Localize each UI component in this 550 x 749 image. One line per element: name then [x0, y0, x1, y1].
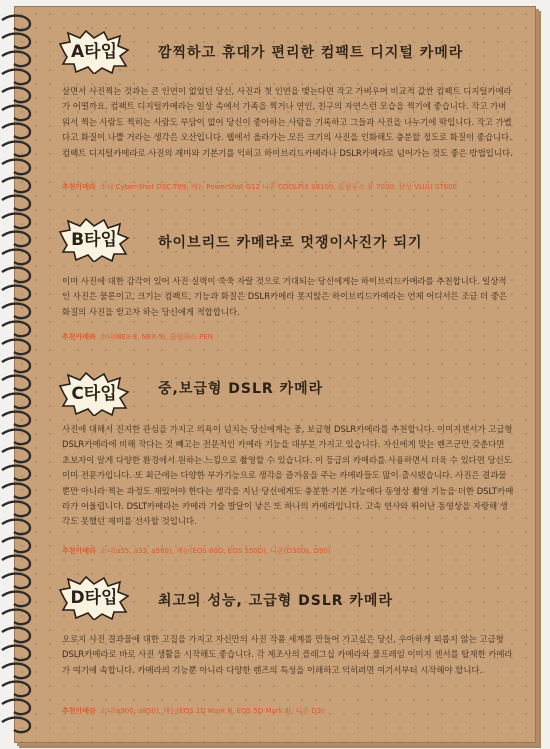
body-text: 오로지 사진 결과물에 대한 고집을 가지고 자신만의 사진 작품 세계를 만들어 가고싶은 당신, 우아하게 외롭지 않는 고급형 DSLR카메라로 바로 사진 생활을 시작해도 좋습니다. 각 제조사의 플래그십 카메라와 풀프레임 이미지 센서를 탑재한 카메라가 여기에 속합니다. 카메라의 기능뿐 아니라 다양한 렌즈의 특성을 이해하고 익히려면 여기서부터 시작해야 합니다. — [62, 634, 513, 675]
badge-label: A타입 — [70, 42, 117, 62]
type-badge — [58, 218, 130, 262]
recommended-label: 추천카메라 — [62, 183, 96, 191]
section-body — [62, 632, 514, 678]
recommended-list: 소니 Cyber-Shot DSC-T99, 캐논 PowerShot G12 니콘 COOLPIX S8100, 올림푸스 뮤 7030, 삼성 VLUU ST600 — [99, 183, 458, 191]
recommended-cameras — [62, 182, 457, 192]
section-body — [62, 422, 514, 530]
recommended-cameras — [62, 706, 325, 716]
body-text: 살면서 사진찍는 것과는 큰 인연이 없었던 당신, 사진과 첫 인연을 맺는다면 작고 가벼우며 비교적 값싼 컴팩트 디지털카메라가 어떨까요. 컴팩트 디지털카메라는 일상 속에서 가족을 찍거나 연인, 친구의 자연스런 모습을 찍기에 좋습니다. 작고 가벼워서 찍는 사람도 찍히는 사람도 부담이 없어 당신이 좋아하는 사람을 기록하고 그들과 사진을 나누기에 딱입니다. 작고 가볍다고 화질이 나쁠 거라는 생각은 오산입니다. 웹에서 올라가는 모든 크기의 사진을 인화해도 충분할 정도로 화질이 좋습니다. 컴팩트 디지털카메라로 사진의 재미와 기본기를 익히고 하이브리드카메라나 DSLR카메라로 넘어가는 것도 좋은 방법입니다. — [62, 86, 513, 158]
type-badge — [58, 576, 130, 620]
section-body — [62, 274, 514, 320]
badge-label: B타입 — [71, 230, 117, 250]
section-title: 중,보급형 DSLR 카메라 — [158, 381, 324, 397]
section-title: 깜찍하고 휴대가 편리한 컴팩트 디지털 카메라 — [158, 45, 464, 61]
recommended-label: 추천카메라 — [62, 547, 96, 555]
recommended-cameras — [62, 546, 330, 556]
recommended-list: 소니(NEX-3, NEX-5), 올림푸스 PEN — [99, 333, 214, 341]
section-body — [62, 84, 514, 161]
type-badge — [58, 372, 130, 416]
spiral-binding — [0, 10, 34, 740]
badge-label: D타입 — [70, 588, 118, 608]
recommended-label: 추천카메라 — [62, 707, 96, 715]
badge-label: C타입 — [71, 384, 117, 404]
recommended-label: 추천카메라 — [62, 333, 96, 341]
section-title: 하이브리드 카메라로 멋쟁이사진가 되기 — [158, 235, 423, 251]
body-text: 사진에 대해서 진지한 관심을 가지고 의욕이 넘치는 당신에게는 중, 보급형 DSLR카메라를 추천합니다. 이미지센서가 고급형 DSLR카메라에 비해 작다는 것 빼고는 전문적인 카메라 기능을 대부분 가지고 있습니다. 자신에게 맞는 렌즈군만 갖춘다면 초보자이 알게 다양한 환경에서 원하는 느낌으로 촬영할 수 있습니다. 이 등급의 카메라를 사용하면서 더욱 수 있다면 당신도 이미 전문가입니다. 또 최근에는 다양한 부가기능으로 생각을 즐거움을 주는 카메라들도 많이 출시됐습니다. 사진은 결과물뿐만 아니라 찍는 과정도 재밌어야 한다는 생각을 지닌 당신에게도 충분한 기본 기능에다 동영상 촬영 기능을 더한 DSLT카메라가 어울립니다. DSLT카메라는 카메라 기술 발달이 낳은 또 하나의 카메라입니다. 고속 연사와 뛰어난 동영상을 자랑해 생각도 못했던 재미를 선사할 것입니다. — [62, 424, 514, 527]
body-text: 이미 사진에 대한 감각이 있어 사진 실력이 쑥쑥 자랄 것으로 기대되는 당신에게는 하이브리드카메라를 추천합니다. 일상적인 사진은 물론이고, 크기는 컴팩트, 기능과 화질은 DSLR카메라 못지않은 하이브리드카메라는 언제 어디서든 조금 더 좋은 화질의 사진을 얻고자 하는 당신에게 적합합니다. — [62, 276, 508, 317]
recommended-list: 소니(a55, a33, a580), 캐논(EOS 60D, EOS 550D), 니콘(D300s, D90) — [99, 547, 331, 555]
type-badge — [58, 30, 130, 74]
section-title: 최고의 성능, 고급형 DSLR 카메라 — [158, 593, 393, 609]
recommended-cameras — [62, 332, 213, 342]
recommended-list: 소니(a900, a850), 캐논(EOS 1D Mark Ⅲ, EOS 5D Mark Ⅱ), 니콘 D3s — [99, 707, 325, 715]
